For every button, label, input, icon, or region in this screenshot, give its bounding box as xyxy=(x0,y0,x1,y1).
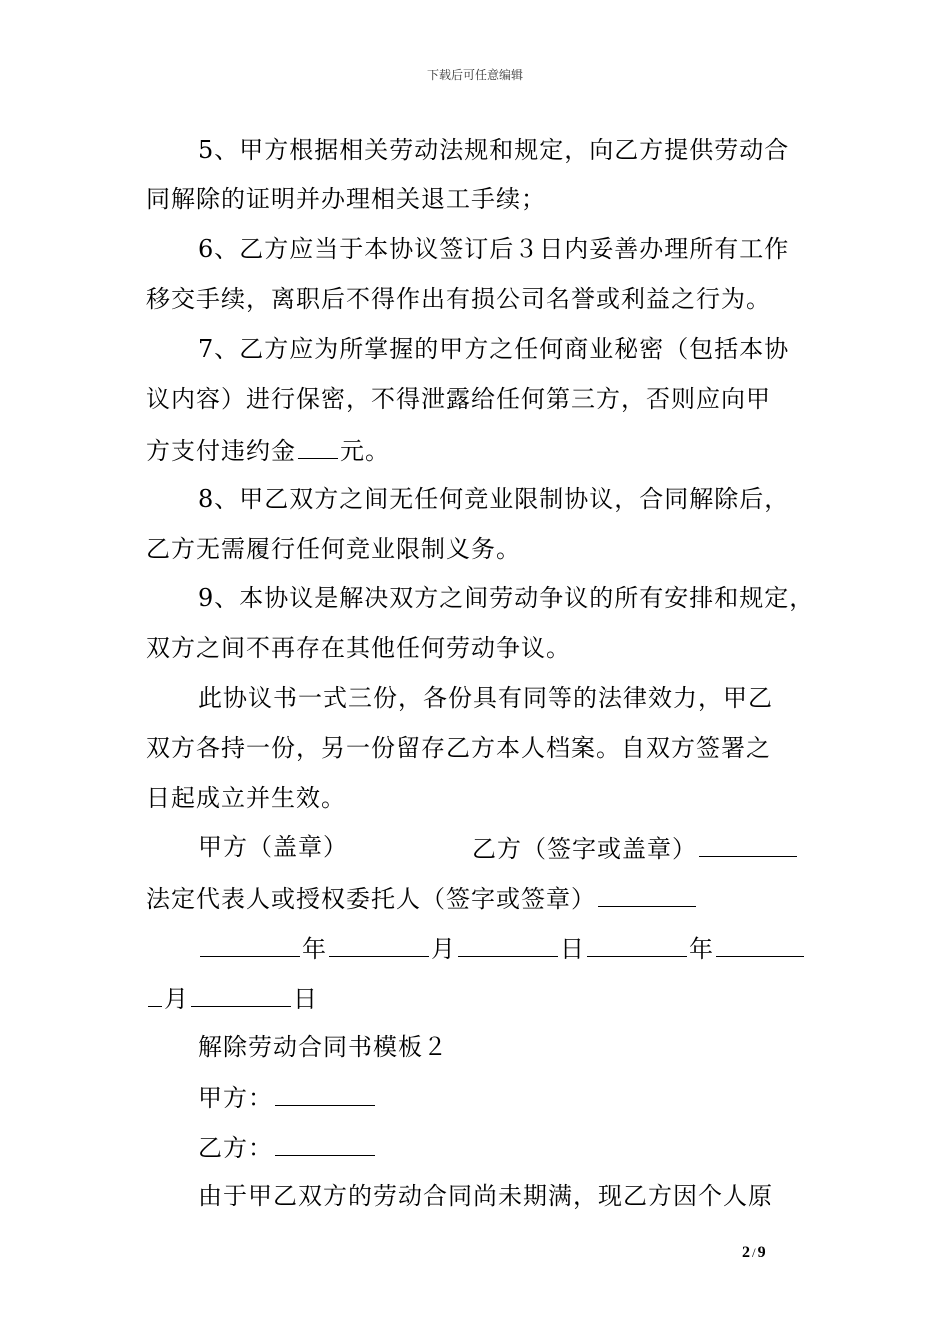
party-b-year-label: 年 xyxy=(689,935,714,963)
clause-9-line-1: 9、本协议是解决双方之间劳动争议的所有安排和规定， xyxy=(198,584,815,612)
date-line-2 xyxy=(146,982,318,1014)
party-b-signature-line xyxy=(472,832,799,864)
party-a-year-blank xyxy=(200,932,300,957)
clause-5-line-1: 5、甲方根据相关劳动法规和规定，向乙方提供劳动合 xyxy=(198,136,790,164)
party-b-month-blank-part-1 xyxy=(716,932,804,957)
party-a-day-blank xyxy=(458,932,558,957)
party-a-day-label: 日 xyxy=(560,935,585,963)
clause-7-text-a: 方支付违约金 xyxy=(146,437,296,465)
party-b-signature-label: 乙方（签字或盖章） xyxy=(472,835,697,863)
party-a-seal-label: 甲方（盖章） xyxy=(198,833,348,861)
representative-signature-blank xyxy=(598,882,696,907)
representative-line xyxy=(146,882,698,914)
party-b-day-blank xyxy=(191,982,291,1007)
closing-line-3: 日起成立并生效。 xyxy=(146,784,346,812)
template-2-intro-line-1: 由于甲乙双方的劳动合同尚未期满，现乙方因个人原 xyxy=(198,1182,773,1210)
template-2-party-b-line xyxy=(198,1131,377,1163)
clause-9-line-2: 双方之间不再存在其他任何劳动争议。 xyxy=(146,634,571,662)
template-2-title: 解除劳动合同书模板２ xyxy=(198,1033,448,1061)
clause-7-text-b: 元。 xyxy=(340,437,390,465)
current-page: 2 xyxy=(742,1244,750,1261)
clause-7-line-2: 议内容）进行保密，不得泄露给任何第三方，否则应向甲 xyxy=(146,385,771,413)
clause-6-line-2: 移交手续，离职后不得作出有损公司名誉或利益之行为。 xyxy=(146,285,771,313)
clause-6-line-1: 6、乙方应当于本协议签订后３日内妥善办理所有工作 xyxy=(198,235,790,263)
party-b-day-label: 日 xyxy=(293,985,318,1013)
template-2-party-a-label: 甲方： xyxy=(198,1084,273,1112)
total-pages: 9 xyxy=(757,1244,766,1261)
template-2-party-a-blank xyxy=(275,1081,375,1106)
clause-8-line-1: 8、甲乙双方之间无任何竞业限制协议，合同解除后， xyxy=(198,485,790,513)
closing-line-2: 双方各持一份，另一份留存乙方本人档案。自双方签署之 xyxy=(146,734,771,762)
party-a-month-label: 月 xyxy=(431,935,456,963)
party-a-year-label: 年 xyxy=(302,935,327,963)
representative-label: 法定代表人或授权委托人（签字或签章） xyxy=(146,885,596,913)
party-b-month-label: 月 xyxy=(164,985,189,1013)
clause-8-line-2: 乙方无需履行任何竞业限制义务。 xyxy=(146,535,521,563)
page-separator: / xyxy=(752,1245,756,1260)
closing-line-1: 此协议书一式三份，各份具有同等的法律效力，甲乙 xyxy=(198,684,773,712)
template-2-party-b-label: 乙方： xyxy=(198,1134,273,1162)
party-b-year-blank xyxy=(587,932,687,957)
template-2-party-a-line xyxy=(198,1081,377,1113)
page-header: 下载后可任意编辑 xyxy=(426,68,523,82)
template-2-party-b-blank xyxy=(275,1131,375,1156)
party-b-month-blank-part-2 xyxy=(148,982,162,1007)
party-b-signature-blank xyxy=(699,832,797,857)
clause-7-line-3 xyxy=(146,434,390,466)
penalty-amount-blank xyxy=(298,434,338,459)
date-line-1 xyxy=(198,932,806,964)
party-a-month-blank xyxy=(329,932,429,957)
page-number xyxy=(742,1244,766,1262)
clause-5-line-2: 同解除的证明并办理相关退工手续； xyxy=(146,185,546,213)
clause-7-line-1: 7、乙方应为所掌握的甲方之任何商业秘密（包括本协 xyxy=(198,335,790,363)
